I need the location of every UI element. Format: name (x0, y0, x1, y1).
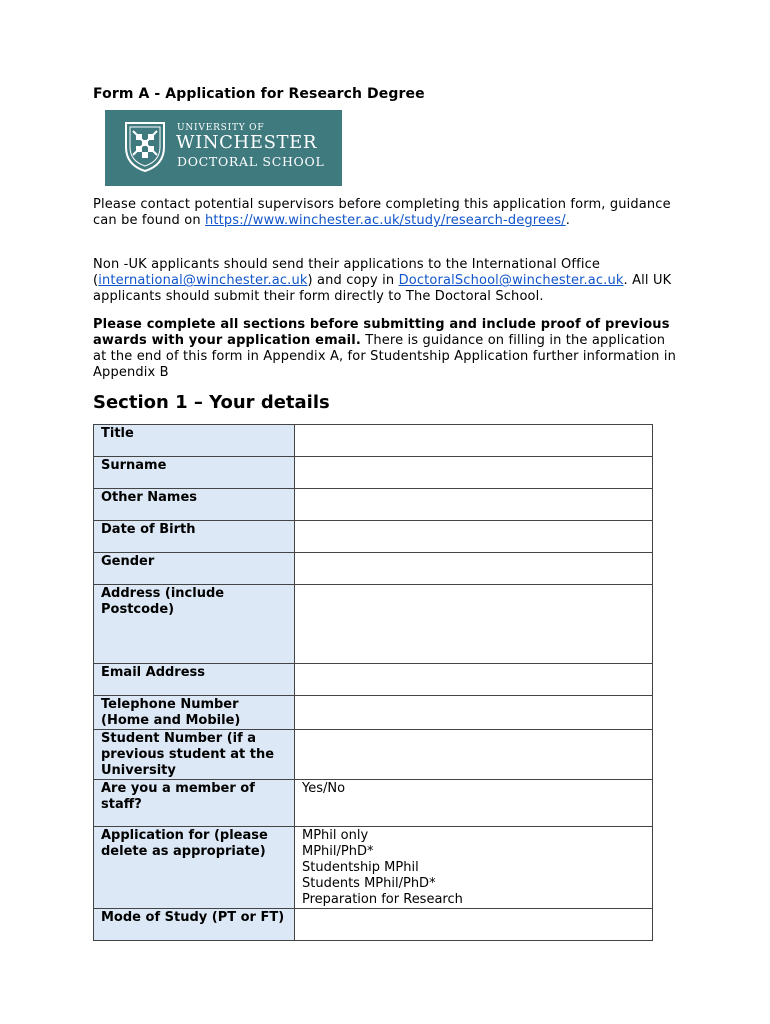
field-label-title: Title (94, 425, 295, 457)
field-value-address[interactable] (295, 585, 653, 664)
intro-text-end: . (565, 213, 571, 228)
form-title: Form A - Application for Research Degree (93, 86, 425, 102)
field-value-other-names[interactable] (295, 489, 653, 521)
table-row (94, 909, 653, 941)
field-value-telephone-number[interactable] (295, 696, 653, 730)
research-degrees-link[interactable]: https://www.winchester.ac.uk/study/research-degrees/ (205, 213, 566, 228)
table-row (94, 489, 653, 521)
section-1-heading: Section 1 – Your details (93, 392, 330, 413)
international-office-email-link[interactable]: international@winchester.ac.uk (98, 273, 308, 288)
field-value-gender[interactable] (295, 553, 653, 585)
table-row (94, 780, 653, 827)
field-value-application-for[interactable]: MPhil only MPhil/PhD* Studentship MPhil Students MPhil/PhD* Preparation for Research (295, 827, 653, 909)
logo-line-1: UNIVERSITY OF (177, 123, 265, 133)
field-label-student-number: Student Number (if a previous student at the University (94, 730, 295, 780)
field-value-mode-of-study[interactable] (295, 909, 653, 941)
table-row (94, 457, 653, 489)
your-details-table (93, 424, 653, 941)
intro-paragraph-supervisors (93, 197, 678, 229)
table-row (94, 696, 653, 730)
field-label-gender: Gender (94, 553, 295, 585)
intro-paragraph-instructions (93, 317, 678, 381)
table-row (94, 827, 653, 909)
field-label-member-of-staff: Are you a member of staff? (94, 780, 295, 827)
intro-paragraph-applications (93, 257, 678, 305)
field-label-other-names: Other Names (94, 489, 295, 521)
field-label-date-of-birth: Date of Birth (94, 521, 295, 553)
field-value-student-number[interactable] (295, 730, 653, 780)
doctoral-school-logo (105, 110, 342, 186)
field-label-address: Address (include Postcode) (94, 585, 295, 664)
table-row (94, 730, 653, 780)
table-row (94, 585, 653, 664)
instructions-bold: Please complete all sections before submitting and include proof of previous awards with your application email. (93, 317, 670, 348)
field-value-title[interactable] (295, 425, 653, 457)
table-row (94, 553, 653, 585)
table-row (94, 425, 653, 457)
field-label-application-for: Application for (please delete as appropriate) (94, 827, 295, 909)
field-value-surname[interactable] (295, 457, 653, 489)
field-label-surname: Surname (94, 457, 295, 489)
table-row (94, 664, 653, 696)
field-label-email-address: Email Address (94, 664, 295, 696)
intro-text: ) and copy in (307, 273, 399, 288)
table-row (94, 521, 653, 553)
logo-line-3: DOCTORAL SCHOOL (177, 154, 325, 169)
university-crest-icon (123, 119, 167, 173)
intro-text: Please contact potential supervisors before completing this application form, guidance can be found on (93, 197, 671, 228)
instructions-text: There is guidance on filling in the application at the end of this form in Appendix A, for Studentship Application further information in Appendix B (93, 333, 677, 380)
field-value-email-address[interactable] (295, 664, 653, 696)
field-value-date-of-birth[interactable] (295, 521, 653, 553)
logo-line-2: WINCHESTER (176, 132, 317, 153)
doctoral-school-email-link[interactable]: DoctoralSchool@winchester.ac.uk (398, 273, 624, 288)
field-label-telephone-number: Telephone Number (Home and Mobile) (94, 696, 295, 730)
field-label-mode-of-study: Mode of Study (PT or FT) (94, 909, 295, 941)
field-value-member-of-staff[interactable]: Yes/No (295, 780, 653, 827)
intro-text: . All UK applicants should submit their form directly to The Doctoral School. (93, 273, 672, 304)
intro-text: Non -UK applicants should send their applications to the International Office ( (93, 257, 601, 288)
